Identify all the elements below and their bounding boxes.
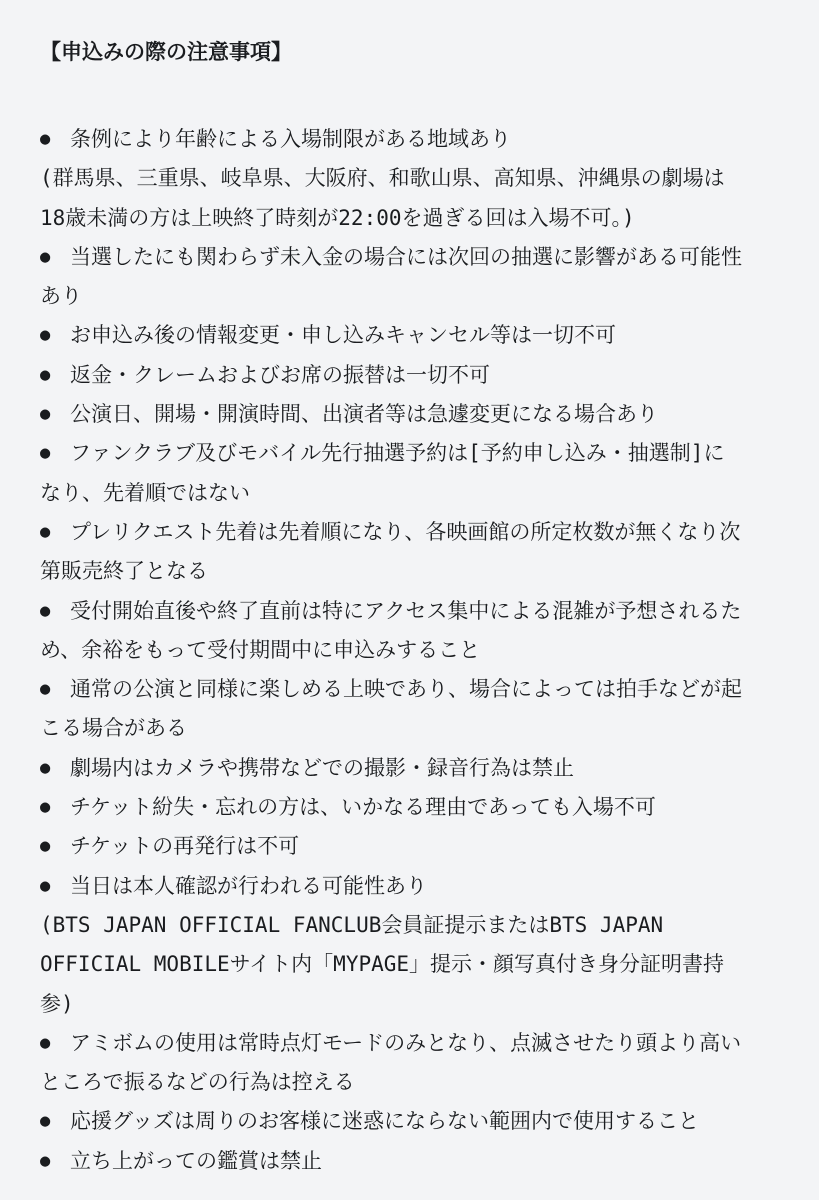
- list-item-text: こる場合がある: [40, 716, 187, 741]
- list-item: [40, 238, 783, 277]
- list-item-text: 条例により年齢による入場制限がある地域あり: [70, 127, 511, 151]
- bullet-icon: ●: [40, 443, 51, 464]
- notice-list: [40, 120, 783, 1181]
- list-item-text: 立ち上がっての鑑賞は禁止: [70, 1148, 322, 1173]
- list-item-text: 当日は本人確認が行われる可能性あり: [70, 873, 427, 898]
- spacer: [40, 72, 783, 120]
- list-item: [40, 395, 783, 434]
- list-item-text: (BTS JAPAN OFFICIAL FANCLUB会員証提示またはBTS JAPAN: [40, 912, 664, 937]
- bullet-icon: ●: [40, 521, 51, 542]
- list-item-continuation: [40, 906, 783, 945]
- list-item: [40, 513, 783, 552]
- list-item: [40, 749, 783, 788]
- bullet-icon: ●: [40, 797, 51, 818]
- bullet-icon: ●: [40, 325, 51, 346]
- list-item-text: プレリクエスト先着は先着順になり、各映画館の所定枚数が無くなり次: [70, 519, 741, 544]
- list-item-text: チケットの再発行は不可: [70, 834, 300, 859]
- list-item: [40, 356, 783, 395]
- list-item-continuation: [40, 709, 783, 748]
- list-item-text: 公演日、開場・開演時間、出演者等は急遽変更になる場合あり: [70, 402, 658, 427]
- list-item-text: 受付開始直後や終了直前は特にアクセス集中による混雑が予想されるた: [70, 598, 742, 623]
- list-item: [40, 316, 783, 355]
- list-item-continuation: [40, 277, 783, 316]
- list-item-text: 返金・クレームおよびお席の振替は一切不可: [70, 362, 490, 387]
- list-item: [40, 788, 783, 827]
- bullet-icon: ●: [40, 600, 51, 621]
- list-item-text: OFFICIAL MOBILEサイト内「MYPAGE」提示・顔写真付き身分証明書持: [40, 952, 725, 977]
- list-item-continuation: [40, 985, 783, 1024]
- bullet-icon: ●: [40, 246, 51, 267]
- bullet-icon: ●: [40, 1111, 51, 1132]
- list-item: [40, 670, 783, 709]
- list-item-text: 劇場内はカメラや携帯などでの撮影・録音行為は禁止: [70, 755, 574, 780]
- list-item-text: ところで振るなどの行為は控える: [40, 1070, 355, 1095]
- list-item: [40, 120, 783, 159]
- list-item: [40, 434, 783, 473]
- list-item: [40, 1024, 783, 1063]
- bullet-icon: ●: [40, 679, 51, 700]
- bullet-icon: ●: [40, 1032, 51, 1053]
- list-item-text: 第販売終了となる: [40, 559, 208, 584]
- page-title: 【申込みの際の注意事項】: [40, 40, 292, 64]
- bullet-icon: ●: [40, 404, 51, 425]
- list-item-text: お申込み後の情報変更・申し込みキャンセル等は一切不可: [70, 323, 616, 348]
- bullet-icon: ●: [40, 757, 51, 778]
- list-item-continuation: [40, 631, 783, 670]
- list-item-text: ファンクラブ及びモバイル先行抽選予約は[予約申し込み・抽選制]に: [70, 441, 725, 466]
- list-item-text: め、余裕をもって受付期間中に申込みすること: [40, 637, 481, 662]
- list-item-text: 応援グッズは周りのお客様に迷惑にならない範囲内で使用すること: [70, 1109, 699, 1134]
- bullet-icon: ●: [40, 836, 51, 857]
- list-item: [40, 592, 783, 631]
- list-item-continuation: [40, 474, 783, 513]
- bullet-icon: ●: [40, 1150, 51, 1171]
- list-item-text: 通常の公演と同様に楽しめる上映であり、場合によっては拍手などが起: [70, 677, 742, 702]
- list-item-text: なり、先着順ではない: [40, 480, 250, 505]
- list-item-text: 当選したにも関わらず未入金の場合には次回の抽選に影響がある可能性: [70, 244, 742, 269]
- bullet-icon: ●: [40, 875, 51, 896]
- list-item-text: チケット紛失・忘れの方は、いかなる理由であっても入場不可: [70, 795, 656, 820]
- bullet-icon: ●: [40, 364, 51, 385]
- list-item: [40, 1102, 783, 1141]
- list-item-continuation: [40, 199, 783, 238]
- list-item: [40, 1142, 783, 1181]
- list-item: [40, 867, 783, 906]
- list-item-continuation: [40, 552, 783, 591]
- list-item-text: アミボムの使用は常時点灯モードのみとなり、点滅させたり頭より高い: [70, 1030, 742, 1055]
- bullet-icon: ●: [40, 129, 51, 149]
- list-item-text: (群馬県、三重県、岐阜県、大阪府、和歌山県、高知県、沖縄県の劇場は: [40, 166, 725, 191]
- list-item-continuation: [40, 1063, 783, 1102]
- list-item-text: 18歳未満の方は上映終了時刻が22:00を過ぎる回は入場不可。): [40, 205, 635, 230]
- list-item-continuation: [40, 945, 783, 984]
- list-item: [40, 827, 783, 866]
- list-item-continuation: [40, 159, 783, 198]
- list-item-text: あり: [40, 284, 82, 309]
- list-item-text: 参): [40, 991, 74, 1016]
